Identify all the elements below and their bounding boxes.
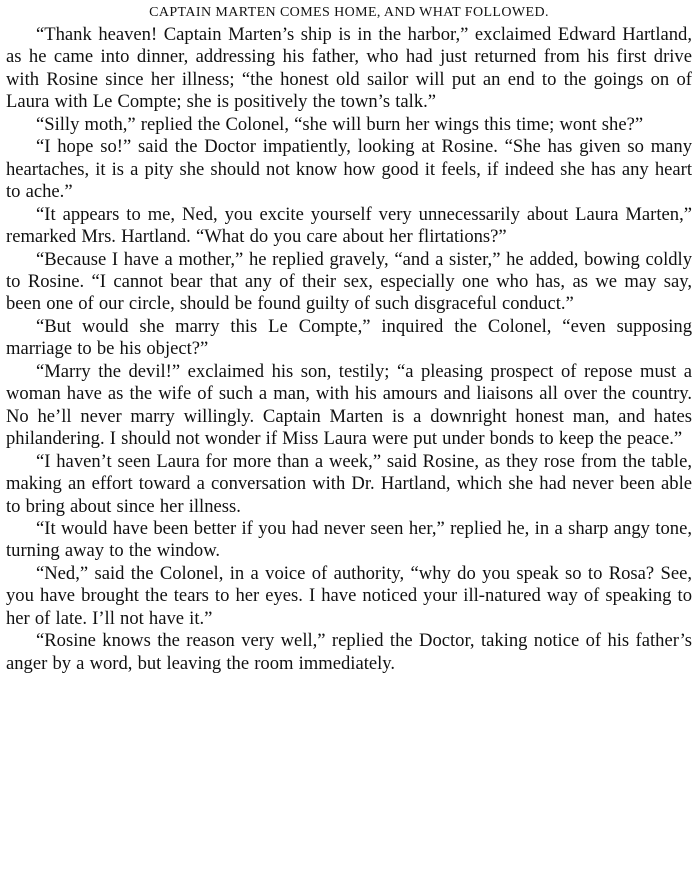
paragraph-6: “But would she marry this Le Compte,” inquired the Colonel, “even supposing marriage to be his object?” [6,315,692,360]
paragraph-11: “Rosine knows the reason very well,” replied the Doctor, taking notice of his father’s anger by a word, but leaving the room immediately. [6,630,692,674]
paragraph-8: “I haven’t seen Laura for more than a week,” said Rosine, as they rose from the table, making an effort toward a conversation with Dr. Hartland, which she had never been able to bring about since her illness. [6,450,692,517]
paragraph-7: “Marry the devil!” exclaimed his son, testily; “a pleasing prospect of repose must a woman have as the wife of such a man, with his amours and liaisons all over the country. No he’ll never marry willingly. Captain Marten is a downright honest man, and hates philandering. I should not wonder if Miss Laura were put under bonds to keep the peace.” [6,360,692,450]
paragraph-2: “Silly moth,” replied the Colonel, “she will burn her wings this time; wont she?” [36,113,644,135]
paragraph-10: “Ned,” said the Colonel, in a voice of authority, “why do you speak so to Rosa? See, you have brought the tears to her eyes. I have noticed your ill-natured way of speaking to her of late. I’ll not have it.” [6,562,692,629]
paragraph-3: “I hope so!” said the Doctor impatiently, looking at Rosine. “She has given so many heartaches, it is a pity she should not know how good it feels, if indeed she has any heart to ache.” [6,136,692,203]
paragraph-5: “Because I have a mother,” he replied gravely, “and a sister,” he added, bowing coldly to Rosine. “I cannot bear that any of their sex, especially one who has, as we may say, been one of our circle, should be found guilty of such disgraceful conduct.” [6,248,692,315]
paragraph-1: “Thank heaven! Captain Marten’s ship is in the harbor,” exclaimed Edward Hartland, as he came into dinner, addressing his father, who had just returned from his first drive with Rosine since her illness; “the honest old sailor will put an end to the goings on of Laura with Le Compte; she is positively the town’s talk.” [6,24,692,113]
chapter-heading: CAPTAIN MARTEN COMES HOME, AND WHAT FOLLOWED. [149,5,549,20]
paragraph-9: “It would have been better if you had never seen her,” replied he, in a sharp angy tone, turning away to the window. [6,517,692,562]
paragraph-4: “It appears to me, Ned, you excite yourself very unnecessarily about Laura Marten,” remarked Mrs. Hartland. “What do you care about her flirtations?” [6,203,692,248]
